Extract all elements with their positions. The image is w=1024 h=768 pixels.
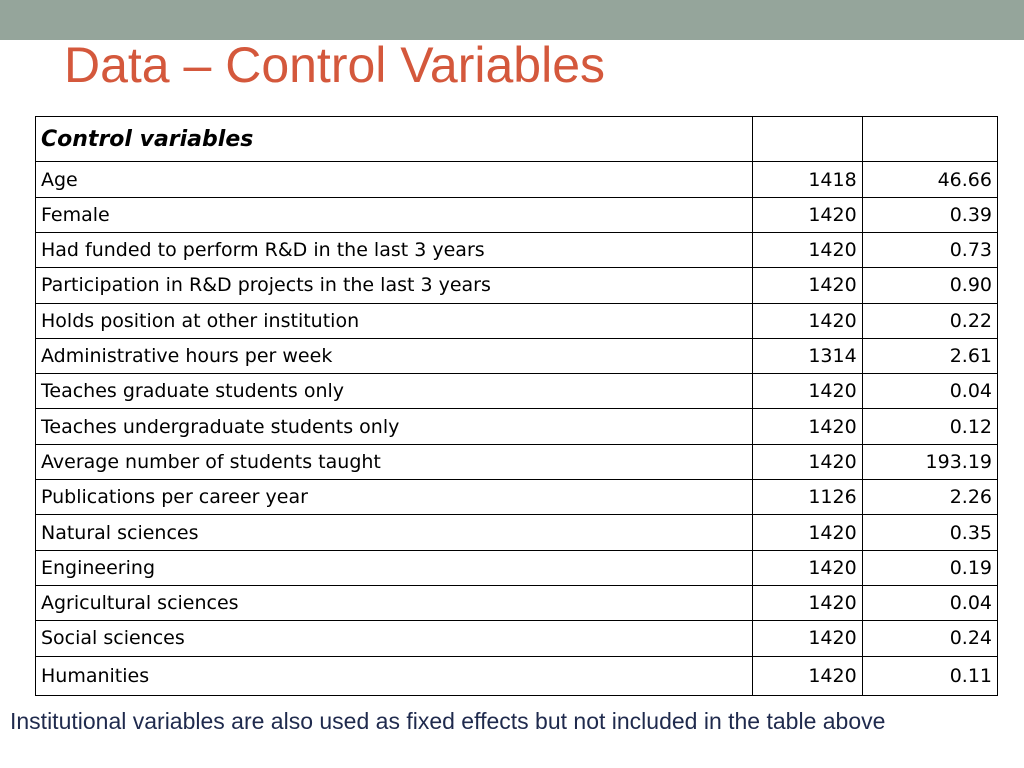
row-mean-cell: 193.19	[862, 444, 997, 479]
row-mean-cell: 2.26	[862, 480, 997, 515]
row-n-cell: 1420	[753, 374, 862, 409]
table-row	[36, 162, 998, 197]
row-n-cell: 1126	[753, 480, 862, 515]
table-row	[36, 197, 998, 232]
row-label-cell: Teaches graduate students only	[36, 374, 753, 409]
row-label-cell: Administrative hours per week	[36, 338, 753, 373]
row-mean-cell: 0.73	[862, 232, 997, 267]
row-mean-cell: 0.19	[862, 550, 997, 585]
row-label-cell: Engineering	[36, 550, 753, 585]
row-mean-cell: 0.39	[862, 197, 997, 232]
table-row	[36, 232, 998, 267]
table-header-row	[36, 117, 998, 162]
table-row	[36, 444, 998, 479]
table-row	[36, 515, 998, 550]
row-label-cell: Humanities	[36, 656, 753, 695]
row-mean-cell: 0.04	[862, 374, 997, 409]
row-mean-cell: 0.12	[862, 409, 997, 444]
row-n-cell: 1420	[753, 303, 862, 338]
row-mean-cell: 0.04	[862, 585, 997, 620]
row-label-cell: Average number of students taught	[36, 444, 753, 479]
row-label-cell: Agricultural sciences	[36, 585, 753, 620]
table-row	[36, 303, 998, 338]
row-n-cell: 1420	[753, 550, 862, 585]
row-mean-cell: 0.11	[862, 656, 997, 695]
row-n-cell: 1314	[753, 338, 862, 373]
control-variables-table	[35, 116, 998, 696]
row-label-cell: Publications per career year	[36, 480, 753, 515]
row-mean-cell: 0.35	[862, 515, 997, 550]
row-label-cell: Had funded to perform R&D in the last 3 years	[36, 232, 753, 267]
row-mean-cell: 0.24	[862, 621, 997, 656]
row-n-cell: 1420	[753, 232, 862, 267]
row-label-cell: Social sciences	[36, 621, 753, 656]
header-cell-n	[753, 117, 862, 162]
row-mean-cell: 46.66	[862, 162, 997, 197]
row-n-cell: 1420	[753, 197, 862, 232]
table-row	[36, 374, 998, 409]
row-n-cell: 1420	[753, 621, 862, 656]
row-n-cell: 1418	[753, 162, 862, 197]
row-mean-cell: 0.22	[862, 303, 997, 338]
row-mean-cell: 0.90	[862, 268, 997, 303]
header-cell-mean	[862, 117, 997, 162]
row-label-cell: Age	[36, 162, 753, 197]
table-row	[36, 550, 998, 585]
table-row	[36, 480, 998, 515]
slide-footnote: Institutional variables are also used as fixed effects but not included in the table above	[10, 708, 886, 734]
table-row	[36, 409, 998, 444]
table-body	[36, 117, 998, 696]
row-n-cell: 1420	[753, 585, 862, 620]
row-n-cell: 1420	[753, 409, 862, 444]
row-n-cell: 1420	[753, 656, 862, 695]
row-n-cell: 1420	[753, 515, 862, 550]
table-row	[36, 338, 998, 373]
slide-title: Data – Control Variables	[64, 37, 606, 93]
row-n-cell: 1420	[753, 268, 862, 303]
row-label-cell: Natural sciences	[36, 515, 753, 550]
row-label-cell: Holds position at other institution	[36, 303, 753, 338]
table-row	[36, 656, 998, 695]
table-row	[36, 268, 998, 303]
header-cell-label: Control variables	[36, 117, 753, 162]
row-label-cell: Participation in R&D projects in the last 3 years	[36, 268, 753, 303]
row-n-cell: 1420	[753, 444, 862, 479]
row-label-cell: Teaches undergraduate students only	[36, 409, 753, 444]
row-mean-cell: 2.61	[862, 338, 997, 373]
table-row	[36, 621, 998, 656]
table-row	[36, 585, 998, 620]
row-label-cell: Female	[36, 197, 753, 232]
